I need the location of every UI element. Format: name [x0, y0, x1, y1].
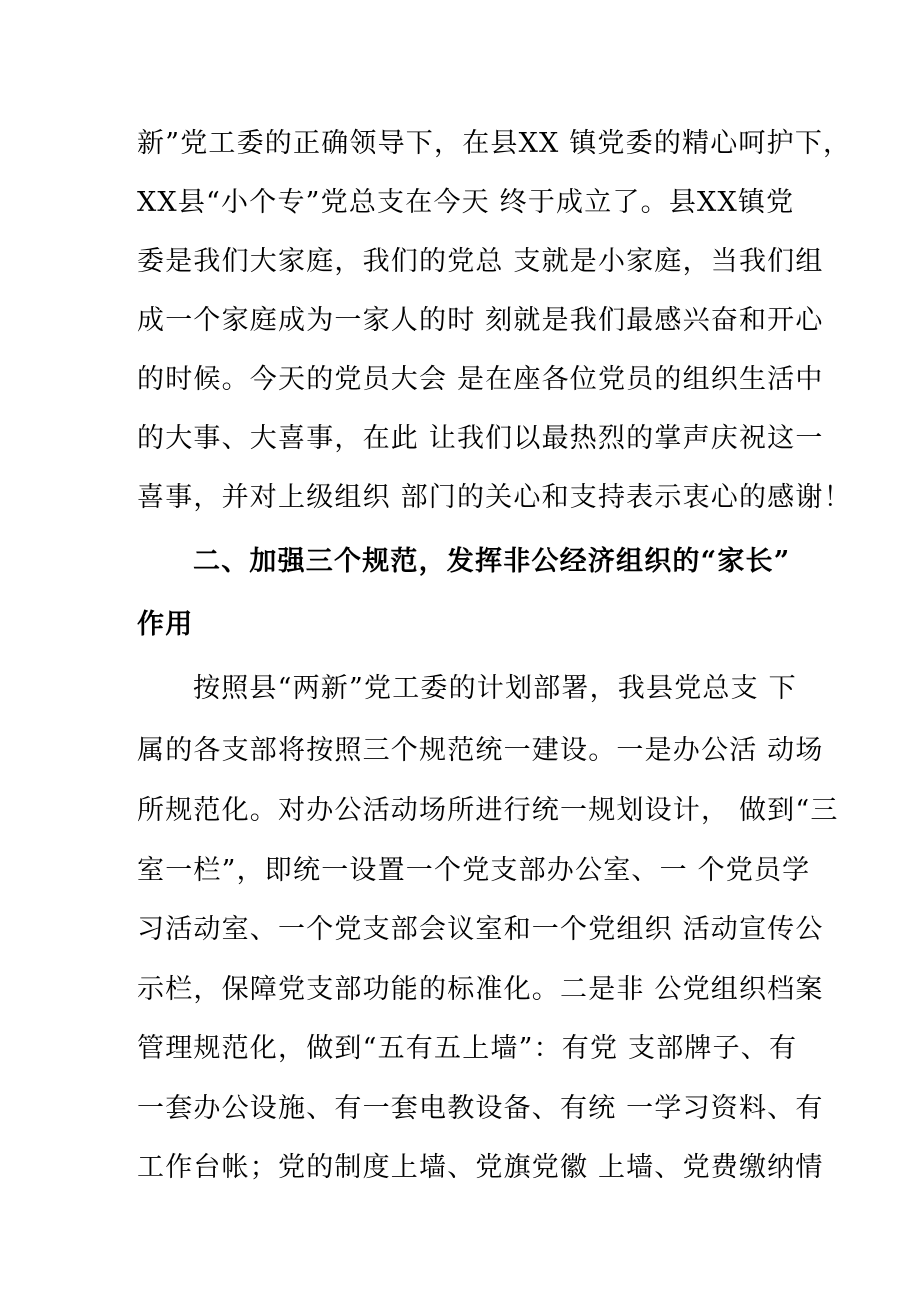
body-text-line: 室一栏”，即统一设置一个党支部办公室、一 个党员学 — [137, 855, 811, 886]
body-text-line: 管理规范化，做到“五有五上墙”：有党 支部牌子、有 — [137, 1033, 798, 1064]
section-heading: 二、加强三个规范，发挥非公经济组织的“家长” — [193, 546, 791, 577]
body-text-line: 喜事，并对上级组织 部门的关心和支持表示衷心的感谢！ — [137, 482, 852, 513]
section-heading: 作用 — [137, 609, 194, 640]
body-text-line: 委是我们大家庭，我们的党总 支就是小家庭，当我们组 — [137, 246, 824, 277]
body-text-line: 所规范化。对办公活动场所进行统一规划设计， 做到“三 — [137, 795, 839, 826]
body-text-line: 成一个家庭成为一家人的时 刻就是我们最感兴奋和开心 — [137, 305, 824, 336]
body-text-line: 的时候。今天的党员大会 是在座各位党员的组织生活中 — [137, 364, 824, 395]
body-text-line: XX县“小个专”党总支在今天 终于成立了。县XX镇党 — [137, 187, 795, 218]
body-text-line: 示栏，保障党支部功能的标准化。二是非 公党组织档案 — [137, 974, 824, 1005]
body-text-line: 一套办公设施、有一套电教设备、有统 一学习资料、有 — [137, 1093, 824, 1124]
body-text-line: 工作台帐；党的制度上墙、党旗党徽 上墙、党费缴纳情 — [137, 1152, 824, 1183]
body-text-line: 习活动室、一个党支部会议室和一个党组织 活动宣传公 — [137, 914, 824, 945]
body-text-line: 的大事、大喜事，在此 让我们以最热烈的掌声庆祝这一 — [137, 423, 824, 454]
body-text-line: 新”党工委的正确领导下，在县XX 镇党委的精心呵护下， — [137, 128, 852, 159]
body-text-line: 按照县“两新”党工委的计划部署，我县党总支 下 — [193, 673, 797, 704]
body-text-line: 属的各支部将按照三个规范统一建设。一是办公活 动场 — [137, 735, 824, 766]
